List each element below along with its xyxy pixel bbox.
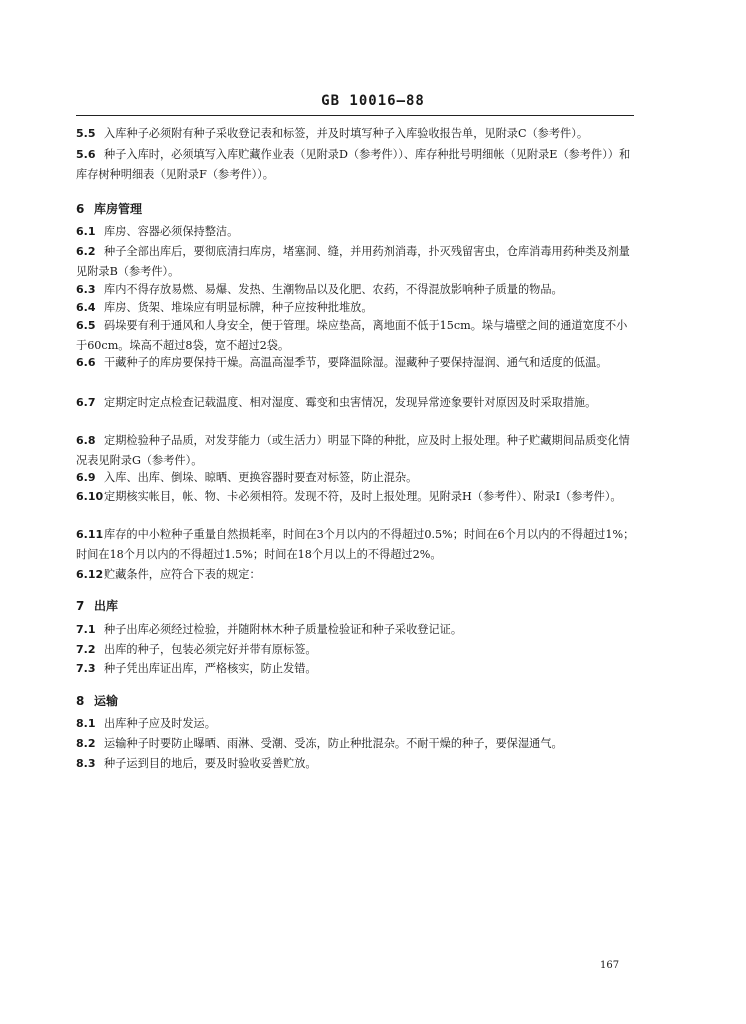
- clause-6-12: [76, 565, 636, 585]
- clause-7-1: [76, 620, 636, 640]
- clause-number: 6.5: [76, 319, 96, 332]
- section-7-heading: [76, 597, 118, 614]
- clause-number: 6.12: [76, 568, 104, 581]
- section-title: 运输: [94, 694, 119, 708]
- clause-text: 种子出库必须经过检验，并随附林木种子质量检验证和种子采收登记证。: [104, 623, 463, 636]
- clause-text: 库存的中小粒种子重量自然损耗率，时间在3个月以内的不得超过0.5%；时间在6个月以内的不得超过1%；时间在18个月以内的不得超过1.5%；时间在18个月以上的不得超过2%。: [76, 528, 635, 561]
- clause-8-3: [76, 754, 636, 774]
- page-number: 167: [600, 960, 620, 971]
- clause-text: 入库、出库、倒垛、晾晒、更换容器时要查对标签，防止混杂。: [104, 471, 418, 484]
- clause-number: 6.9: [76, 471, 96, 484]
- clause-7-3: [76, 659, 636, 679]
- clause-text: 库内不得存放易燃、易爆、发热、生潮物品以及化肥、农药，不得混放影响种子质量的物品。: [104, 283, 563, 296]
- section-8-heading: [76, 692, 118, 709]
- clause-6-9: [76, 468, 636, 488]
- clause-text: 入库种子必须附有种子采收登记表和标签，并及时填写种子入库验收报告单，见附录C（参考件）。: [104, 127, 589, 140]
- clause-text: 贮藏条件，应符合下表的规定：: [104, 568, 261, 581]
- clause-8-2: [76, 734, 636, 754]
- section-title: 库房管理: [94, 202, 143, 216]
- clause-text: 库房、货架、堆垛应有明显标牌，种子应按种批堆放。: [104, 301, 373, 314]
- clause-6-2: [76, 242, 636, 282]
- clause-6-1: [76, 222, 636, 242]
- clause-text: 定期核实帐目，帐、物、卡必须相符。发现不符，及时上报处理。见附录H（参考件）、附录I（参考件）。: [104, 490, 622, 503]
- clause-number: 8.1: [76, 717, 96, 730]
- section-number: 7: [76, 599, 85, 613]
- section-number: 8: [76, 694, 85, 708]
- clause-number: 7.1: [76, 623, 96, 636]
- clause-number: 6.4: [76, 301, 96, 314]
- clause-text: 种子入库时，必须填写入库贮藏作业表（见附录D（参考件））、库存种批号明细帐（见附录E（参考件））和库存树种明细表（见附录F（参考件））。: [76, 148, 631, 181]
- clause-number: 7.2: [76, 643, 96, 656]
- clause-number: 7.3: [76, 662, 96, 675]
- clause-5-6: [76, 145, 636, 185]
- clause-number: 5.5: [76, 127, 96, 140]
- clause-text: 出库种子应及时发运。: [104, 717, 216, 730]
- section-number: 6: [76, 202, 85, 216]
- clause-number: 5.6: [76, 148, 96, 161]
- clause-6-8: [76, 431, 636, 471]
- standard-code-header: GB 10016—88: [321, 93, 425, 109]
- clause-text: 种子凭出库证出库，严格核实，防止发错。: [104, 662, 317, 675]
- clause-5-5: [76, 124, 636, 144]
- clause-number: 6.10: [76, 490, 104, 503]
- clause-number: 6.2: [76, 245, 96, 258]
- clause-6-6: [76, 353, 636, 373]
- clause-number: 6.1: [76, 225, 96, 238]
- clause-text: 出库的种子，包装必须完好并带有原标签。: [104, 643, 317, 656]
- section-title: 出库: [94, 599, 119, 613]
- clause-6-7: [76, 393, 636, 413]
- clause-7-2: [76, 640, 636, 660]
- clause-number: 6.7: [76, 396, 96, 409]
- clause-text: 种子全部出库后，要彻底清扫库房，堵塞洞、缝，并用药剂消毒，扑灭残留害虫，仓库消毒用药种类及剂量见附录B（参考件）。: [76, 245, 630, 278]
- clause-number: 8.3: [76, 757, 96, 770]
- header-rule: [76, 115, 634, 116]
- clause-6-3: [76, 280, 636, 300]
- clause-text: 定期定时定点检查记载温度、相对湿度、霉变和虫害情况，发现异常迹象要针对原因及时采取措施。: [104, 396, 597, 409]
- clause-text: 运输种子时要防止曝晒、雨淋、受潮、受冻，防止种批混杂。不耐干燥的种子，要保湿通气。: [104, 737, 563, 750]
- clause-number: 6.6: [76, 356, 96, 369]
- clause-6-11: [76, 525, 636, 565]
- clause-8-1: [76, 714, 636, 734]
- clause-text: 种子运到目的地后，要及时验收妥善贮放。: [104, 757, 317, 770]
- clause-6-10: [76, 487, 636, 507]
- clause-number: 8.2: [76, 737, 96, 750]
- clause-number: 6.3: [76, 283, 96, 296]
- clause-text: 干藏种子的库房要保持干燥。高温高湿季节，要降温除湿。湿藏种子要保持湿润、通气和适度的低温。: [104, 356, 608, 369]
- clause-6-5: [76, 316, 636, 356]
- clause-text: 定期检验种子品质，对发芽能力（或生活力）明显下降的种批，应及时上报处理。种子贮藏期间品质变化情况表见附录G（参考件）。: [76, 434, 630, 467]
- clause-text: 库房、容器必须保持整洁。: [104, 225, 239, 238]
- clause-number: 6.8: [76, 434, 96, 447]
- clause-text: 码垛要有利于通风和人身安全，便于管理。垛应垫高，离地面不低于15cm。垛与墙壁之间的通道宽度不小于60cm。垛高不超过8袋，宽不超过2袋。: [76, 319, 628, 352]
- clause-number: 6.11: [76, 528, 104, 541]
- section-6-heading: [76, 200, 142, 217]
- clause-6-4: [76, 298, 636, 318]
